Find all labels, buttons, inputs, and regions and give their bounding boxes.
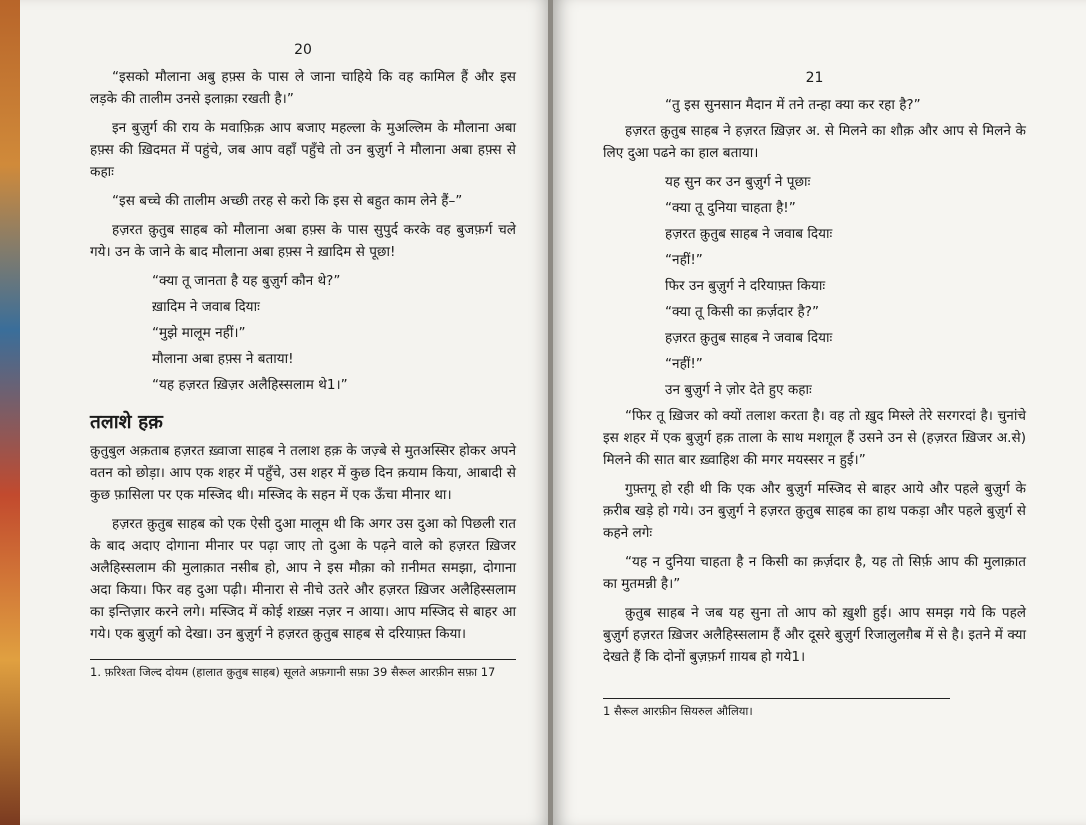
book-edge	[0, 0, 20, 825]
dialogue-line: हज़रत क़ुतुब साहब ने जवाब दियाः	[665, 330, 833, 346]
paragraph: हज़रत क़ुतुब साहब को मौलाना अबा हफ़्स के पास सुपुर्द करके वह बुजफ़र्ग चले गये। उन के जाने के बाद मौलाना अबा हफ़्स ने ख़ादिम से पूछा!	[90, 222, 516, 260]
page-number: 20	[294, 42, 312, 58]
footnote-rule	[90, 659, 516, 660]
paragraph: क़ुतुब साहब ने जब यह सुना तो आप को ख़ुशी हुई। आप समझ गये कि पहले बुज़ुर्ग हज़रत ख़िजर अलैहिस्सलाम हैं और दूसरे बुज़ुर्ग रिजालुलग़ैब में से है। इतने में क्या देखते हैं कि दोनों बुज़फ़र्ग ग़ायब हो गये1।	[603, 605, 1026, 665]
dialogue-line: फिर उन बुज़ुर्ग ने दरियाफ़्त कियाः	[665, 278, 826, 294]
left-page	[20, 0, 550, 825]
paragraph: “यह न दुनिया चाहता है न किसी का क़र्ज़दार है, यह तो सिर्फ़ आप की मुलाक़ात का मुतमन्नी है।”	[603, 554, 1026, 592]
paragraph: “इसको मौलाना अबु हफ़्स के पास ले जाना चाहिये कि वह कामिल हैं और इस लड़के की तालीम उनसे इलाक़ा रखती है।”	[90, 69, 516, 107]
dialogue-line: “यह हज़रत ख़िज़र अलैहिस्सलाम थे1।”	[152, 377, 348, 393]
paragraph: हज़रत क़ुतुब साहब ने हज़रत ख़िज़र अ. से मिलने का शौक़ और आप से मिलने के लिए दुआ पढने का हाल बताया।	[603, 123, 1026, 161]
paragraph: “फिर तू ख़िजर को क्यों तलाश करता है। वह तो ख़ुद मिस्ले तेरे सरगरदां है। चुनांचे इस शहर में एक बुज़ुर्ग हक़ ताला के साथ मशग़ूल हैं उसने उन से (हज़रत ख़िजर अ.से) मिलने की सात बार ख़्वाहिश की मगर मयस्सर न हुई।”	[603, 408, 1026, 468]
footnote-rule	[603, 698, 950, 699]
dialogue-line: “क्या तू किसी का क़र्ज़दार है?”	[665, 304, 820, 320]
paragraph: “इस बच्चे की तालीम अच्छी तरह से करो कि इस से बहुत काम लेने हैं–”	[112, 193, 463, 209]
dialogue-line: “तु इस सुनसान मैदान में तने तन्हा क्या कर रहा है?”	[665, 97, 921, 113]
dialogue-line: हज़रत क़ुतुब साहब ने जवाब दियाः	[665, 226, 833, 242]
dialogue-line: “नहीं!”	[665, 252, 703, 268]
footnote: 1 सैरूल आरफ़ीन सियरुल औलिया।	[603, 704, 753, 718]
dialogue-line: यह सुन कर उन बुज़ुर्ग ने पूछाः	[665, 174, 811, 190]
paragraph: क़ुतुबुल अक़ताब हज़रत ख़्वाजा साहब ने तलाश हक़ के जज़्बे से मुतअस्सिर होकर अपने वतन को छोड़ा। आप एक शहर में पहुँचे, उस शहर में कुछ दिन क़याम किया, आबादी से कुछ फ़ासिला पर एक मस्जिद थी। मस्जिद के सहन में एक ऊँचा मीनार था।	[90, 443, 516, 503]
paragraph: इन बुज़ुर्ग की राय के मवाफ़िक़ आप बजाए महल्ला के मुअल्लिम के मौलाना अबा हफ़्स की ख़िदमत में पहुंचे, जब आप वहाँ पहुँचे तो उन बुज़ुर्ग ने मौलाना अबा हफ़्स से कहाः	[90, 120, 516, 180]
dialogue-line: “नहीं!”	[665, 356, 703, 372]
paragraph: गुफ़्तगू हो रही थी कि एक और बुज़ुर्ग मस्जिद से बाहर आये और पहले बुज़ुर्ग के क़रीब खड़े हो गये। उन बुज़ुर्ग ने हज़रत क़ुतुब साहब का हाथ पकड़ा और पहले बुज़ुर्ग से कहने लगेः	[603, 481, 1026, 541]
footnote: 1. फ़रिश्ता जिल्द दोयम (हालात क़ुतुब साहब) सूलते अफ़गानी सफ़ा 39 सैरूल आरफ़ीन सफ़ा 17	[90, 665, 496, 679]
dialogue-line: “क्या तू दुनिया चाहता है!”	[665, 200, 796, 216]
dialogue-line: “मुझे मालूम नहीं।”	[152, 325, 246, 341]
page-number: 21	[805, 70, 824, 86]
section-heading: तलाशे हक़	[90, 411, 163, 433]
dialogue-line: “क्या तू जानता है यह बुज़ुर्ग कौन थे?”	[152, 273, 341, 289]
dialogue-line: उन बुज़ुर्ग ने ज़ोर देते हुए कहाः	[665, 382, 812, 398]
dialogue-line: ख़ादिम ने जवाब दियाः	[152, 299, 260, 315]
right-page	[553, 0, 1086, 825]
paragraph: हज़रत क़ुतुब साहब को एक ऐसी दुआ मालूम थी कि अगर उस दुआ को पिछली रात के बाद अदाए दोगाना मीनार पर पढ़ा जाए तो दुआ के पढ़ने वाले को हज़रत ख़िजर अलैहिस्सलाम की मुलाक़ात नसीब हो, आप ने इस मौक़ा को ग़नीमत समझा, दोगाना अदा किया। फिर वह दुआ पढ़ी। मीनारा से नीचे उतरे और हज़रत ख़िजर अलैहिस्सलाम का इन्तिज़ार करने लगे। मस्जिद में कोई शख़्स नज़र न आया। आप मस्जिद से बाहर आ गये। एक बुज़ुर्ग को देखा। उन बुज़ुर्ग ने हज़रत क़ुतुब साहब से दरियाफ़्त किया।	[90, 516, 516, 642]
dialogue-line: मौलाना अबा हफ़्स ने बताया!	[152, 351, 294, 367]
